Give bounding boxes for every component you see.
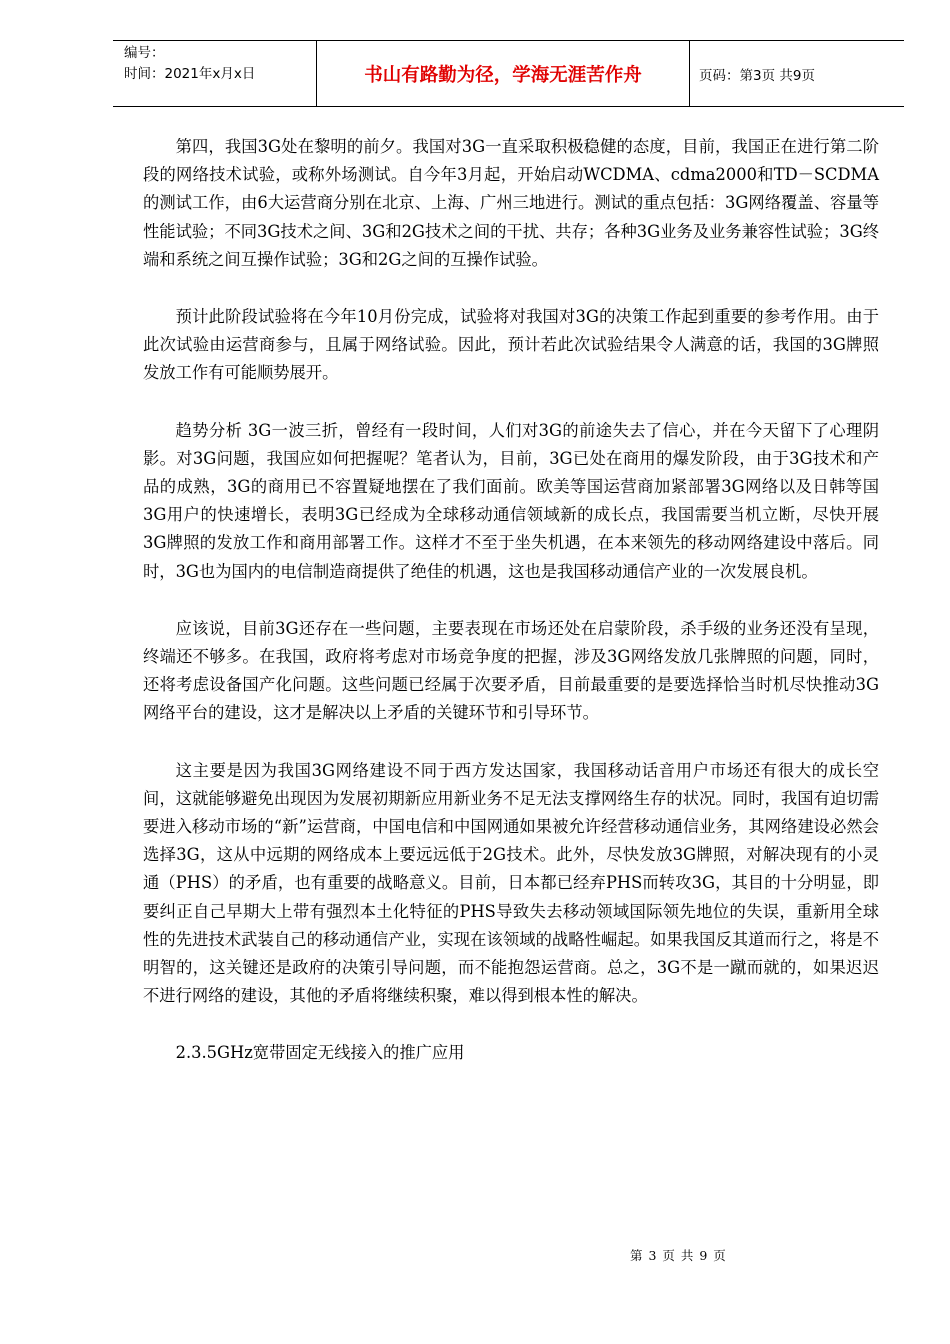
section-heading: 2.3.5GHz宽带固定无线接入的推广应用 <box>175 1043 465 1063</box>
page-footer: 第 3 页 共 9 页 <box>630 1248 727 1263</box>
document-time: 时间：2021年x月x日 <box>124 66 256 82</box>
document-body <box>143 133 879 1097</box>
header-page-number: 页码：第3页 共9页 <box>699 67 815 84</box>
document-number: 编号： <box>124 45 165 61</box>
header-motto: 书山有路勤为径，学海无涯苦作舟 <box>316 41 690 106</box>
paragraph: 预计此阶段试验将在今年10月份完成，试验将对我国对3G的决策工作起到重要的参考作用。由于此次试验由运营商参与，且属于网络试验。因此，预计若此次试验结果令人满意的话，我国的3G牌照发放工作有可能顺势展开。 <box>143 307 879 383</box>
paragraph: 第四，我国3G处在黎明的前夕。我国对3G一直采取积极稳健的态度，目前，我国正在进行第二阶段的网络技术试验，或称外场测试。自今年3月起，开始启动WCDMA、cdma2000和TD－SCDMA的测试工作，由6大运营商分别在北京、上海、广州三地进行。测试的重点包括：3G网络覆盖、容量等性能试验；不同3G技术之间、3G和2G技术之间的干扰、共存；各种3G业务及业务兼容性试验；3G终端和系统之间互操作试验；3G和2G之间的互操作试验。 <box>143 137 879 269</box>
header-meta <box>113 41 316 106</box>
paragraph: 应该说，目前3G还存在一些问题，主要表现在市场还处在启蒙阶段，杀手级的业务还没有呈现，终端还不够多。在我国，政府将考虑对市场竞争度的把握，涉及3G网络发放几张牌照的问题，同时，还将考虑设备国产化问题。这些问题已经属于次要矛盾，目前最重要的是要选择恰当时机尽快推动3G网络平台的建设，这才是解决以上矛盾的关键环节和引导环节。 <box>143 618 879 723</box>
page-header <box>113 40 904 107</box>
paragraph: 这主要是因为我国3G网络建设不同于西方发达国家，我国移动话音用户市场还有很大的成长空间，这就能够避免出现因为发展初期新应用新业务不足无法支撑网络生存的状况。同时，我国有迫切需要进入移动市场的“新”运营商，中国电信和中国网通如果被允许经营移动通信业务，其网络建设必然会选择3G，这从中远期的网络成本上要远远低于2G技术。此外，尽快发放3G牌照，对解决现有的小灵通（PHS）的矛盾，也有重要的战略意义。目前，日本都已经弃PHS而转攻3G，其目的十分明显，即要纠正自己早期大上带有强烈本土化特征的PHS导致失去移动领域国际领先地位的失误，重新用全球性的先进技术武装自己的移动通信产业，实现在该领域的战略性崛起。如果我国反其道而行之，将是不明智的，这关键还是政府的决策引导问题，而不能抱怨运营商。总之，3G不是一蹴而就的，如果迟迟不进行网络的建设，其他的矛盾将继续积聚，难以得到根本性的解决。 <box>143 760 879 1006</box>
paragraph: 趋势分析 3G一波三折，曾经有一段时间，人们对3G的前途失去了信心，并在今天留下了心理阴影。对3G问题，我国应如何把握呢？笔者认为，目前，3G已处在商用的爆发阶段，由于3G技术和产品的成熟，3G的商用已不容置疑地摆在了我们面前。欧美等国运营商加紧部署3G网络以及日韩等国3G用户的快速增长，表明3G已经成为全球移动通信领域新的成长点，我国需要当机立断，尽快开展3G牌照的发放工作和商用部署工作。这样才不至于坐失机遇，在本来领先的移动网络建设中落后。同时，3G也为国内的电信制造商提供了绝佳的机遇，这也是我国移动通信产业的一次发展良机。 <box>143 420 879 581</box>
